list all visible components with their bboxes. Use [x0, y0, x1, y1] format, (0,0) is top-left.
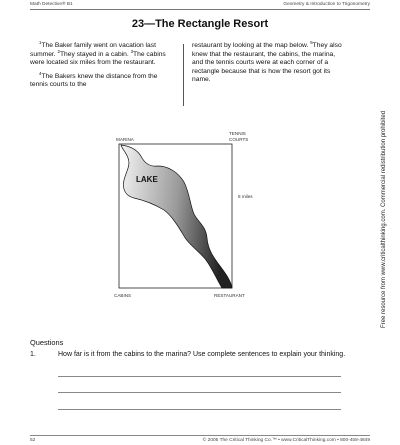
footer-rule: [30, 435, 370, 436]
sentence-text: They stayed in a cabin.: [59, 50, 129, 58]
sentence-number: 3: [130, 48, 134, 54]
map-label-restaurant: RESTAURANT: [214, 293, 245, 298]
answer-line[interactable]: [58, 409, 341, 410]
answer-line[interactable]: [58, 392, 341, 393]
page-number: 52: [30, 438, 36, 443]
sentence-number: 4: [39, 70, 42, 76]
map-label-distance: 8 miles: [238, 194, 253, 199]
map-label-cabins: CABINS: [114, 293, 132, 298]
question-text: How far is it from the cabins to the marina? Use complete sentences to explain your thinking.: [58, 351, 346, 358]
header-book-title: Math Detective® B1: [30, 2, 73, 7]
sentence-number: 2: [57, 48, 60, 54]
side-notice: Free resource from www.criticalthinking.com. Commercial redistribution prohibited: [381, 110, 387, 328]
sentence-text: The Bakers knew the distance from the tennis courts to the: [30, 72, 158, 89]
answer-line[interactable]: [58, 376, 341, 377]
sentence-number: 5: [310, 39, 313, 45]
sentence-text: The Baker family went on vacation last summer.: [30, 42, 156, 58]
question-number: 1.: [30, 351, 36, 358]
lake-shape: [121, 145, 232, 288]
sentence-number: 1: [39, 39, 42, 45]
questions-heading: Questions: [30, 338, 64, 347]
map-label-tennis-line-2: COURTS: [229, 137, 249, 142]
footer-credit: © 2005 The Critical Thinking Co.™ • www.CriticalThinking.com • 800-458-4849: [202, 438, 370, 443]
header-section-title: Geometry & Introduction to Trigonometry: [283, 2, 370, 7]
page-title: 23—The Rectangle Resort: [131, 18, 269, 30]
sentence-text: The cabins were located six miles from the restaurant.: [30, 50, 166, 67]
map-label-lake: LAKE: [136, 175, 158, 184]
map-label-tennis-line-1: TENNIS: [229, 131, 246, 136]
map-label-marina: MARINA: [116, 137, 134, 142]
sentence-text: They also knew that the restaurant, the cabins, the marina, and the tennis courts were at each corner of a rectangle because that is how the resort got its name.: [192, 42, 342, 84]
sentence-text: restaurant by looking at the map below.: [192, 42, 309, 49]
